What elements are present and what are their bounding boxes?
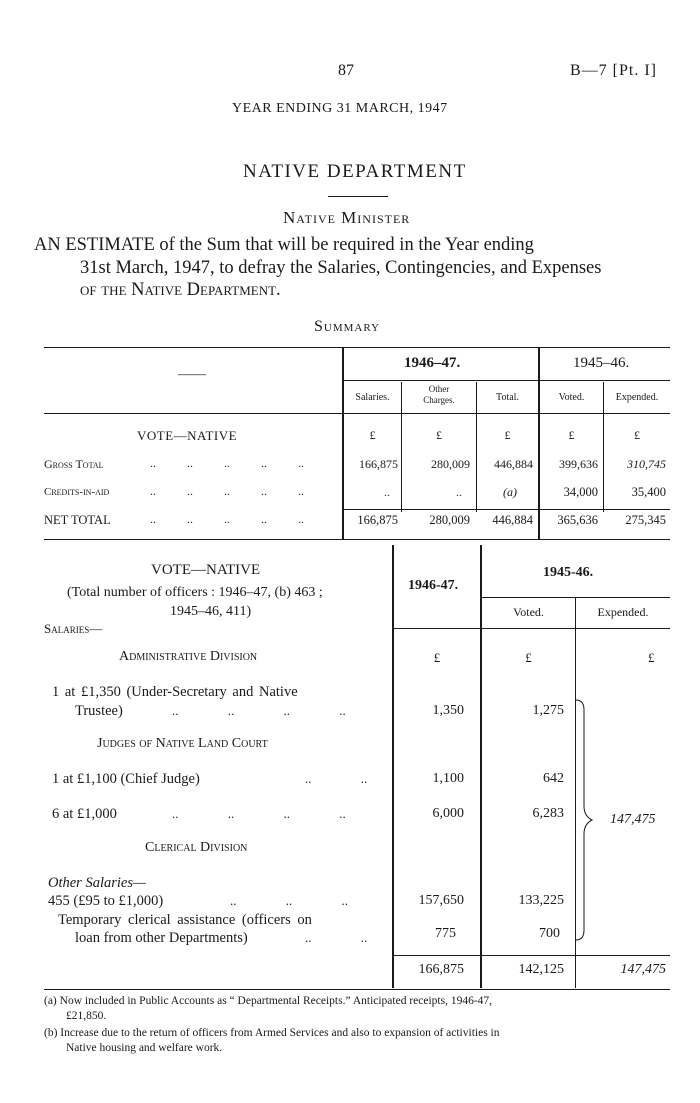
summary-currency: £ — [436, 428, 442, 442]
summary-vote-label: VOTE—NATIVE — [137, 428, 238, 443]
summary-col-other-2: Charges. — [423, 395, 455, 405]
summary-col-total: Total. — [496, 392, 519, 403]
credits-in-aid-salaries: .. — [384, 485, 390, 499]
summary-currency: £ — [568, 428, 575, 442]
other-salaries-voted: 133,225 — [518, 893, 564, 908]
judges-six-current: 6,000 — [432, 806, 464, 821]
estimate-line-1: AN ESTIMATE of the Sum that will be required in the Year ending — [34, 235, 534, 255]
summary-currency: £ — [369, 428, 376, 442]
summary-dash: —— — [178, 367, 206, 382]
detail-col-expended: Expended. — [597, 605, 649, 619]
summary-currency: £ — [504, 428, 511, 442]
summary-col-voted: Voted. — [558, 392, 585, 403]
summary-bottom-rule — [44, 539, 670, 540]
minister-line: Native Minister — [283, 208, 411, 227]
temporary-assistance-voted: 700 — [539, 926, 560, 941]
salaries-label: Salaries— — [44, 621, 103, 636]
admin-line-2: Trustee) — [75, 703, 123, 719]
summary-divider-left — [342, 347, 344, 539]
estimate-line-2: 31st March, 1947, to defray the Salaries, Contingencies, and Expenses — [80, 258, 602, 278]
summary-col-expended: Expended. — [615, 392, 659, 403]
judges-six-voted: 6,283 — [532, 806, 564, 821]
leader-dots: .. .. — [305, 771, 368, 786]
footnote-b-line-2: Native housing and welfare work. — [66, 1042, 223, 1054]
chief-judge-current: 1,100 — [432, 771, 464, 786]
gross-total-label: Gross Total — [44, 457, 104, 471]
net-total-top-rule — [343, 509, 670, 510]
net-total-salaries: 166,875 — [357, 513, 398, 527]
leader-dots: .. .. .. .. — [172, 806, 346, 821]
detail-col-prev: 1945-46. — [543, 565, 594, 580]
leader-dots: .. .. .. .. — [172, 703, 346, 718]
chief-judge-voted: 642 — [543, 771, 564, 786]
footnote-a-line-2: £21,850. — [66, 1010, 107, 1022]
detail-total-expended: 147,475 — [620, 962, 666, 977]
summary-top-rule — [44, 347, 670, 348]
detail-col-voted: Voted. — [513, 605, 544, 619]
net-total-other: 280,009 — [429, 513, 470, 527]
temporary-assistance-line-1: Temporary clerical assistance (officers on — [58, 912, 312, 928]
summary-col-salaries: Salaries. — [355, 392, 390, 403]
credits-in-aid-voted: 34,000 — [563, 485, 598, 499]
title-rule — [328, 196, 388, 197]
gross-total-expended: 310,745 — [627, 457, 666, 471]
summary-header-rule — [44, 413, 670, 414]
leader-dots: .. .. .. — [230, 893, 348, 908]
summary-year-rule — [343, 380, 670, 381]
page-number: 87 — [338, 62, 354, 79]
summary-year-prev: 1945–46. — [573, 355, 630, 371]
summary-currency: £ — [634, 428, 640, 442]
detail-currency: £ — [648, 650, 655, 665]
summary-divider-mid — [538, 347, 540, 539]
other-salaries-heading: Other Salaries— — [48, 875, 146, 891]
detail-divider-left — [392, 545, 394, 988]
detail-col-current: 1946-47. — [408, 578, 459, 593]
summary-title: Summary — [314, 318, 381, 335]
estimate-line-3: of the Native Department. — [80, 280, 281, 300]
leader-dots: .. .. .. .. .. — [150, 512, 304, 526]
bracket-expended-value: 147,475 — [610, 812, 656, 827]
admin-voted: 1,275 — [532, 703, 564, 718]
detail-year-rule — [481, 597, 670, 598]
gross-total-total: 446,884 — [494, 457, 533, 471]
admin-line-1: 1 at £1,350 (Under-Secretary and Native — [52, 684, 298, 700]
gross-total-salaries: 166,875 — [359, 457, 398, 471]
officers-line-2: 1945–46, 411) — [170, 604, 252, 619]
other-salaries-line: 455 (£95 to £1,000) — [48, 893, 164, 909]
officers-line-1: (Total number of officers : 1946–47, (b) 463 ; — [67, 585, 323, 600]
gross-total-voted: 399,636 — [559, 457, 598, 471]
leader-dots: .. .. — [305, 930, 368, 945]
administrative-division-heading: Administrative Division — [119, 649, 258, 664]
summary-col-other-1: Other — [428, 384, 450, 394]
leader-dots: .. .. .. .. .. — [150, 456, 304, 470]
other-salaries-current: 157,650 — [418, 893, 464, 908]
footnote-b-line-1: (b) Increase due to the return of officers from Armed Services and also to expansion of activities in — [44, 1027, 500, 1039]
department-title: NATIVE DEPARTMENT — [243, 161, 467, 182]
judges-heading: Judges of Native Land Court — [97, 736, 268, 751]
gross-total-other: 280,009 — [431, 457, 470, 471]
credits-in-aid-expended: 35,400 — [631, 485, 666, 499]
credits-in-aid-total: (a) — [503, 485, 517, 499]
temporary-assistance-current: 775 — [435, 926, 456, 941]
chief-judge-line: 1 at £1,100 (Chief Judge) — [52, 771, 200, 787]
net-total-expended: 275,345 — [625, 513, 666, 527]
footnote-rule — [44, 989, 670, 990]
detail-currency: £ — [433, 650, 441, 665]
clerical-division-heading: Clerical Division — [145, 840, 248, 855]
detail-total-rule — [393, 955, 670, 956]
net-total-voted: 365,636 — [557, 513, 598, 527]
footnote-a-line-1: (a) Now included in Public Accounts as “ Departmental Receipts.” Anticipated receipts, 1946-47, — [44, 995, 493, 1007]
credits-in-aid-other: .. — [456, 485, 462, 499]
judges-six-line: 6 at £1,000 — [52, 806, 117, 822]
detail-currency: £ — [525, 650, 532, 665]
net-total-label: NET TOTAL — [44, 513, 111, 527]
credits-in-aid-label: Credits-in-aid — [44, 486, 110, 498]
detail-total-voted: 142,125 — [518, 962, 564, 977]
net-total-total: 446,884 — [492, 513, 533, 527]
expended-brace — [570, 698, 594, 942]
detail-vote-label: VOTE—NATIVE — [151, 562, 261, 578]
detail-total-current: 166,875 — [418, 962, 464, 977]
detail-header-rule — [393, 628, 670, 629]
document-reference: B—7 [Pt. I] — [570, 62, 657, 79]
leader-dots: .. .. .. .. .. — [150, 484, 304, 498]
summary-year-current: 1946–47. — [404, 355, 461, 371]
year-ending-line: YEAR ENDING 31 MARCH, 1947 — [232, 101, 448, 116]
temporary-assistance-line-2: loan from other Departments) — [75, 930, 248, 946]
admin-current: 1,350 — [432, 703, 464, 718]
